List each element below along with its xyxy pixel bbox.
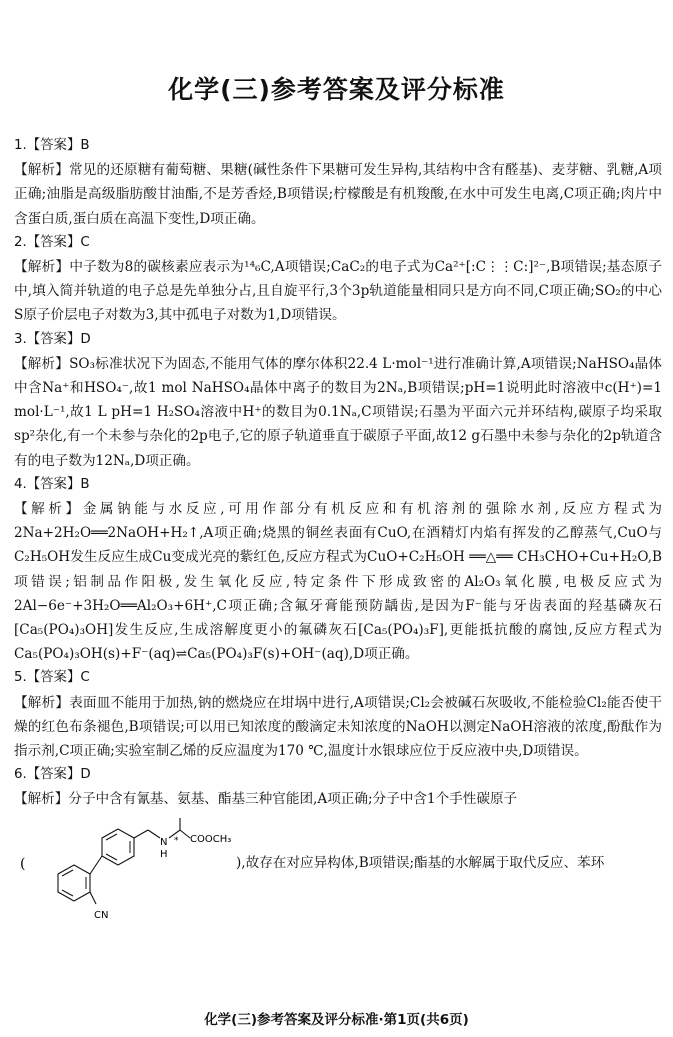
answer-tag: 【答案】 <box>26 476 81 492</box>
question-block-3 <box>14 328 662 473</box>
explanation-tag: 【解析】 <box>14 501 83 518</box>
answer-content <box>14 134 662 928</box>
answer-line <box>14 473 662 497</box>
explanation <box>14 497 662 666</box>
answer-tag: 【答案】 <box>26 670 81 686</box>
page-title: 化学(三)参考答案及评分标准 <box>168 75 505 104</box>
question-number: 2. <box>14 234 27 250</box>
explanation-text: 表面皿不能用于加热,钠的燃烧应在坩埚中进行,A项错误;Cl₂会被碱石灰吸收,不能检验Cl₂能否使干燥的红色布条褪色,B项错误;可以用已知浓度的酸滴定未知浓度的NaOH以测定NaOH溶液的浓度,酚酞作为指示剂,C项正确;实验室制乙烯的反应温度为170 ℃,温度计水银球应位于反应液中央,D项错误。 <box>14 694 662 760</box>
question-block-4 <box>14 473 662 667</box>
question-number: 4. <box>14 476 27 492</box>
answer-line <box>14 134 662 158</box>
answer-tag: 【答案】 <box>26 138 81 153</box>
explanation <box>14 158 662 231</box>
question-block-6 <box>14 763 662 927</box>
amine-h-label: H <box>160 848 168 860</box>
question-number: 6. <box>14 767 27 783</box>
amine-n-label: N <box>160 836 168 848</box>
explanation <box>14 352 662 473</box>
cn-label: CN <box>94 909 109 921</box>
explanation-tag: 【解析】 <box>14 694 70 711</box>
answer-line <box>14 231 662 255</box>
answer-tag: 【答案】 <box>26 234 81 250</box>
explanation <box>14 691 662 764</box>
explanation-text: 金属钠能与水反应,可用作部分有机反应和有机溶剂的强除水剂,反应方程式为2Na+2H₂O══2NaOH+H₂↑,A项正确;烧黑的铜丝表面有CuO,在酒精灯内焰有挥发的乙醇蒸气,CuO与C₂H₅OH发生反应生成Cu变成光亮的紫红色,反应方程式为CuO+C₂H₅OH ══△══ CH₃CHO+Cu+H₂O,B项错误;铝制品作阳极,发生氧化反应,特定条件下形成致密的Al₂O₃氧化膜,电极反应式为2Al−6e⁻+3H₂O══Al₂O₃+6H⁺,C项正确;含氟牙膏能预防龋齿,是因为F⁻能与牙齿表面的羟基磷灰石[Ca₅(PO₄)₃OH]发生反应,生成溶解度更小的氟磷灰石[Ca₅(PO₄)₃F],更能抵抗酸的腐蚀,反应方程式为Ca₅(PO₄)₃OH(s)+F⁻(aq)⇌Ca₅(PO₄)₃F(s)+OH⁻(aq),D项正确。 <box>14 501 663 663</box>
benzene-ring-upper <box>102 829 134 865</box>
explanation-tag: 【解析】 <box>14 259 70 276</box>
explanation <box>14 255 662 328</box>
explanation-continued: ),故存在对应异构体,B项错误;酯基的水解属于取代反应、苯环 <box>236 855 605 872</box>
answer-line <box>14 328 662 352</box>
answer-line <box>14 763 662 787</box>
answer-value: C <box>80 670 90 686</box>
page-footer: 化学(三)参考答案及评分标准·第1页(共6页) <box>204 1012 469 1028</box>
explanation-text: 中子数为8的碳核素应表示为¹⁴₆C,A项错误;CaC₂的电子式为Ca²⁺[:C⋮⋮C:]²⁻,B项错误;基态原子中,填入简并轨道的电子总是先单独分占,且自旋平行,3个3p轨道能量相同只是方向不同,C项正确;SO₂的中心S原子价层电子对数为3,其中孤电子对数为1,D项错误。 <box>14 259 662 324</box>
explanation-text: SO₃标准状况下为固态,不能用气体的摩尔体积22.4 L·mol⁻¹进行准确计算,A项错误;NaHSO₄晶体中含Na⁺和HSO₄⁻,故1 mol NaHSO₄晶体中离子的数目为2Nₐ,B项错误;pH=1说明此时溶液中c(H⁺)=1 mol·L⁻¹,故1 L pH=1 H₂SO₄溶液中H⁺的数目为0.1Nₐ,C项错误;石墨为平面六元并环结构,碳原子均采取sp²杂化,有一个未参与杂化的2p电子,它的原子轨道垂直于碳原子平面,故12 g石墨中未参与杂化的2p轨道含有的电子数为12Nₐ,D项正确。 <box>14 355 663 469</box>
open-paren: ( <box>20 855 26 872</box>
explanation-text: 常见的还原糖有葡萄糖、果糖(碱性条件下果糖可发生异构,其结构中含有醛基)、麦芽糖、乳糖,A项正确;油脂是高级脂肪酸甘油酯,不是芳香烃,B项错误;柠檬酸是有机羧酸,在水中可发生电离,C项正确;肉片中含蛋白质,蛋白质在高温下变性,D项正确。 <box>14 162 662 227</box>
benzene-ring-lower <box>58 865 90 901</box>
question-number: 3. <box>14 331 27 347</box>
explanation <box>14 787 662 811</box>
question-number: 1. <box>14 138 27 153</box>
explanation-tag: 【解析】 <box>14 355 70 372</box>
explanation-tag: 【解析】 <box>14 791 69 808</box>
answer-tag: 【答案】 <box>26 767 81 783</box>
explanation-tag: 【解析】 <box>14 162 69 179</box>
answer-tag: 【答案】 <box>26 331 81 347</box>
question-block-5 <box>14 666 662 763</box>
answer-value: B <box>80 476 90 492</box>
answer-value: D <box>80 331 91 347</box>
answer-value: C <box>80 234 90 250</box>
answer-value: D <box>80 767 91 783</box>
ester-label: COOCH₃ <box>190 833 232 845</box>
answer-value: B <box>80 138 90 153</box>
question-number: 5. <box>14 670 27 686</box>
molecule-structure <box>14 818 234 928</box>
question-block-2 <box>14 231 662 328</box>
question-block-1 <box>14 134 662 231</box>
chiral-mark: * <box>174 835 179 846</box>
explanation-text: 分子中含有氰基、氨基、酯基三种官能团,A项正确;分子中含1个手性碳原子 <box>68 791 518 808</box>
molecule-row <box>14 818 662 928</box>
answer-line <box>14 666 662 690</box>
